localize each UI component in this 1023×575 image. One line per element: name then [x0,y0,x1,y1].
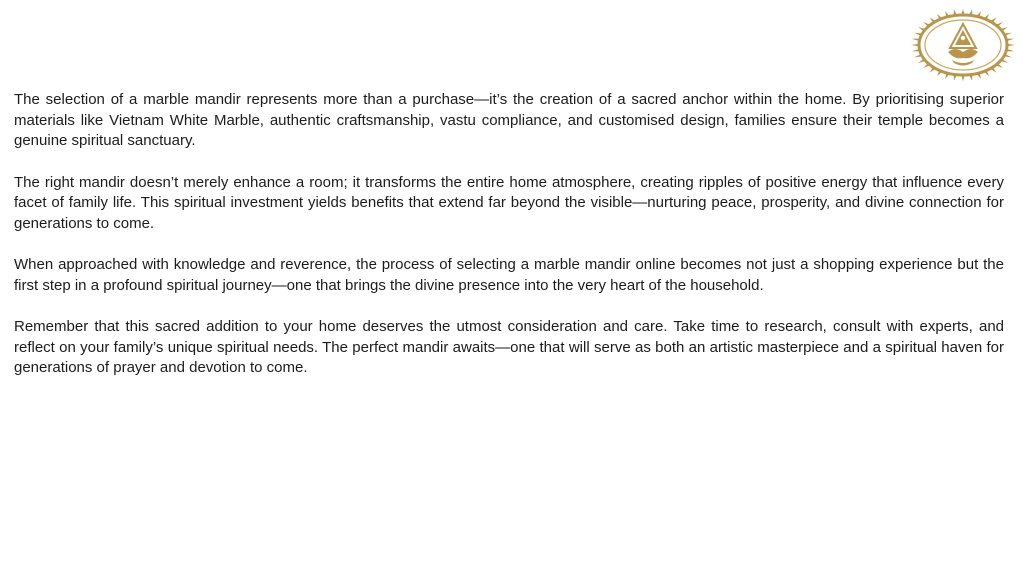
paragraph-3: When approached with knowledge and reverence, the process of selecting a marble mandir online becomes not just a shopping experience but the first step in a profound spiritual journey—one that brings the divine presence into the very heart of the household. [14,256,1004,294]
paragraph-1: The selection of a marble mandir represents more than a purchase—it’s the creation of a sacred anchor within the home. By prioritising superior materials like Vietnam White Marble, authentic craftsmanship, vastu compliance, and customised design, families ensure their temple becomes a genuine spiritual sanctuary. [14,91,1004,149]
brand-logo-icon [908,8,1018,82]
paragraph-2: The right mandir doesn’t merely enhance a room; it transforms the entire home atmosphere, creating ripples of positive energy that influence every facet of family life. This spiritual investment yields benefits that extend far beyond the visible—nurturing peace, prosperity, and divine connection for generations to come. [14,173,1004,232]
document-body [14,90,1004,400]
paragraph-4: Remember that this sacred addition to your home deserves the utmost consideration and care. Take time to research, consult with experts, and reflect on your family’s unique spiritual needs. The perfect mandir awaits—one that will serve as both an artistic masterpiece and a spiritual haven for generations of prayer and devotion to come. [14,318,1004,376]
